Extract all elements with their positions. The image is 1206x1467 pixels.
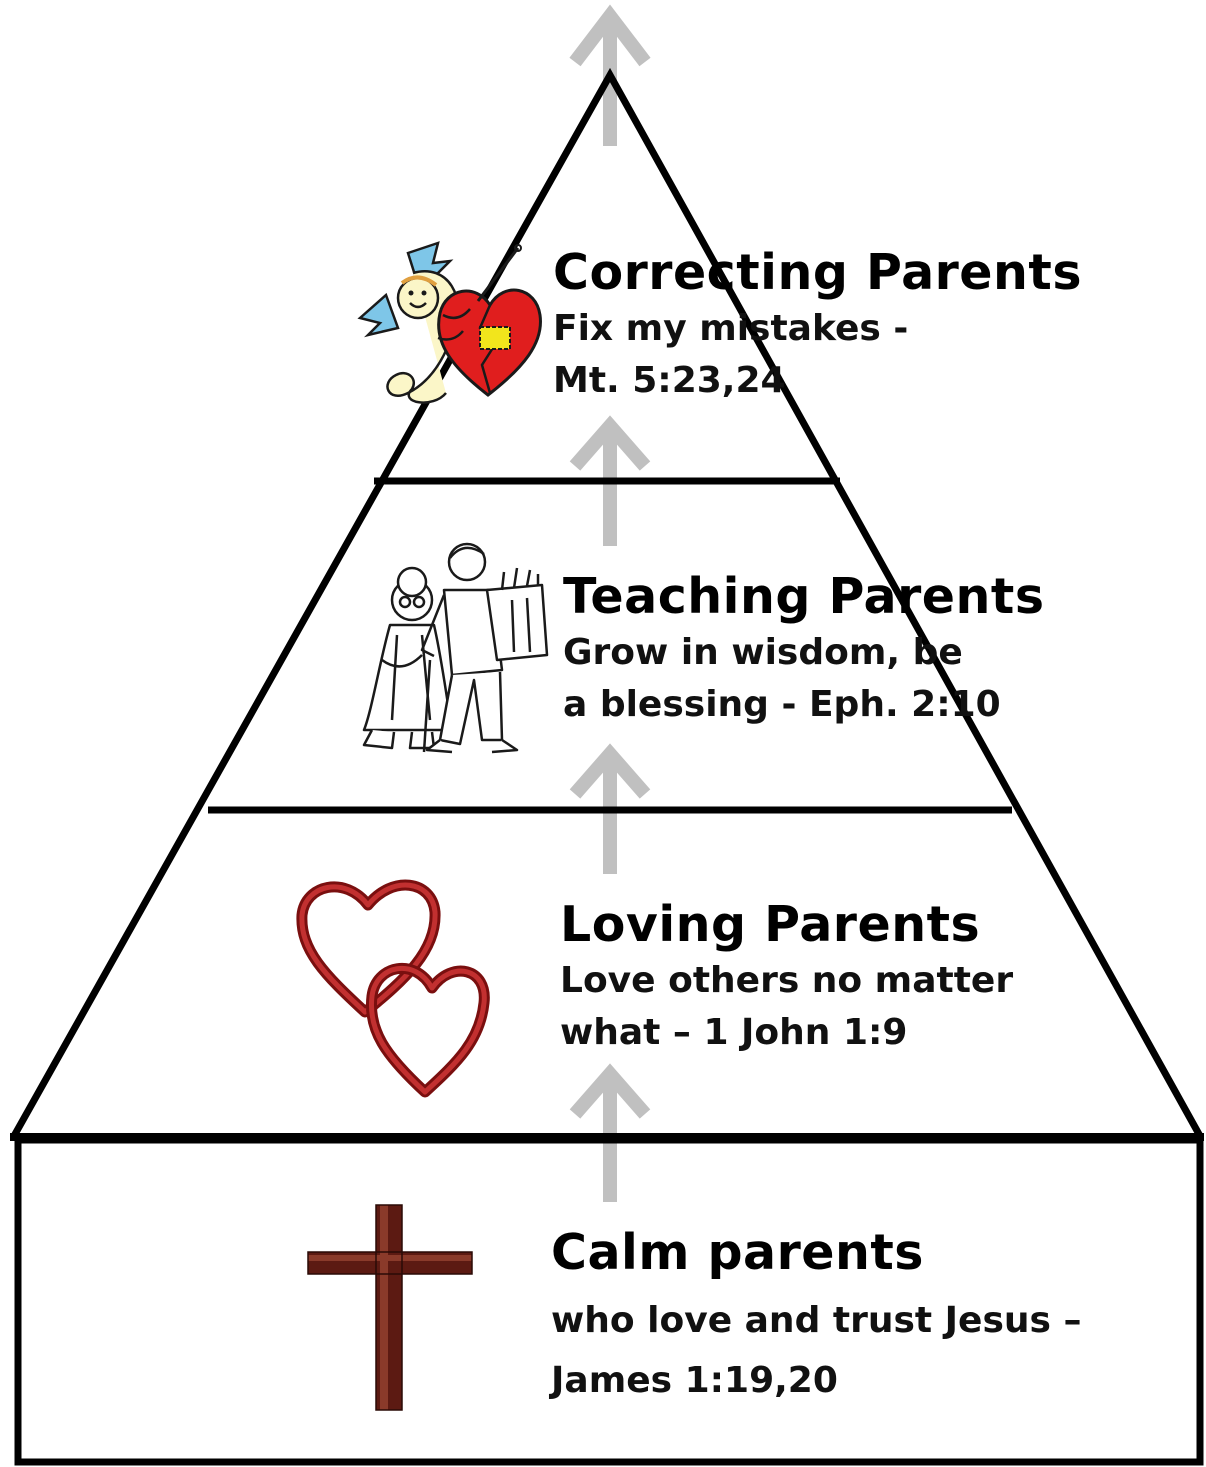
tier-description-line: Grow in wisdom, be	[563, 632, 963, 673]
arrow-up-correcting	[575, 426, 645, 546]
tier-title: Teaching Parents	[563, 568, 1045, 625]
tier-description-line: James 1:19,20	[551, 1360, 838, 1401]
tier-title: Correcting Parents	[553, 244, 1083, 301]
tier-description	[563, 627, 1045, 731]
tier-description-line: Love others no matter	[560, 960, 1014, 1001]
helping-elderly-icon	[364, 544, 547, 752]
tier-title: Loving Parents	[560, 896, 981, 953]
double-hearts-icon	[302, 885, 484, 1092]
tier-description-line: a blessing - Eph. 2:10	[563, 684, 1001, 725]
tier-calm	[551, 1224, 1082, 1411]
tier-description-line: what – 1 John 1:9	[560, 1012, 908, 1053]
tier-title: Calm parents	[551, 1224, 924, 1281]
tier-description	[553, 303, 1082, 407]
tier-correcting	[553, 244, 1083, 407]
tier-loving	[560, 896, 1014, 1059]
tier-description-line: who love and trust Jesus –	[551, 1300, 1082, 1341]
tier-description	[551, 1291, 1081, 1411]
arrow-up-teaching	[575, 754, 645, 874]
tier-description-line: Mt. 5:23,24	[553, 360, 786, 401]
cross-icon	[308, 1205, 472, 1410]
tier-teaching	[563, 568, 1045, 731]
tier-description-line: Fix my mistakes -	[553, 308, 909, 349]
angel-mending-heart-icon	[360, 243, 540, 403]
tier-description	[560, 955, 1013, 1059]
